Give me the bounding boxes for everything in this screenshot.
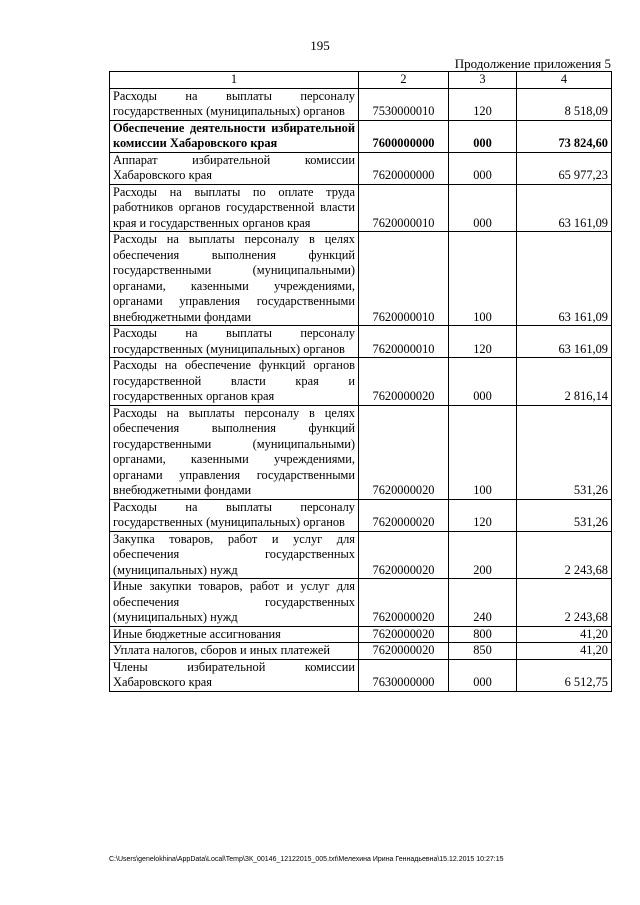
- row-code: 7530000010: [359, 88, 449, 120]
- row-name: Расходы на выплаты персоналу государственных (муниципальных) органов: [110, 499, 359, 531]
- row-code: 7620000010: [359, 232, 449, 326]
- table-row: [110, 579, 612, 627]
- page-number: 195: [310, 38, 330, 53]
- row-sum: 2 816,14: [517, 358, 612, 406]
- table-header-row: [110, 72, 612, 89]
- column-header: 1: [110, 72, 359, 89]
- table-row: [110, 659, 612, 691]
- row-expense-type: 850: [449, 643, 517, 660]
- row-expense-type: 120: [449, 88, 517, 120]
- row-code: 7620000010: [359, 326, 449, 358]
- column-header: 2: [359, 72, 449, 89]
- table-row: [110, 152, 612, 184]
- row-expense-type: 120: [449, 499, 517, 531]
- row-code: 7620000020: [359, 405, 449, 499]
- row-code: 7600000000: [359, 120, 449, 152]
- table-row: [110, 643, 612, 660]
- row-sum: 41,20: [517, 626, 612, 643]
- row-name: Расходы на выплаты персоналу в целях обеспечения выполнения функций государственными (муниципальными) органами, казенными учреждениями, органами управления государственными внебюджетными фондами: [110, 405, 359, 499]
- table-row: [110, 88, 612, 120]
- row-sum: 41,20: [517, 643, 612, 660]
- row-code: 7620000020: [359, 531, 449, 579]
- row-expense-type: 000: [449, 184, 517, 232]
- table-row: [110, 358, 612, 406]
- row-name: Иные бюджетные ассигнования: [110, 626, 359, 643]
- row-code: 7620000010: [359, 184, 449, 232]
- row-code: 7620000020: [359, 626, 449, 643]
- row-expense-type: 120: [449, 326, 517, 358]
- row-sum: 531,26: [517, 499, 612, 531]
- row-expense-type: 000: [449, 358, 517, 406]
- row-sum: 73 824,60: [517, 120, 612, 152]
- row-sum: 2 243,68: [517, 531, 612, 579]
- row-sum: 8 518,09: [517, 88, 612, 120]
- row-expense-type: 100: [449, 232, 517, 326]
- row-name: Аппарат избирательной комиссии Хабаровского края: [110, 152, 359, 184]
- row-expense-type: 000: [449, 659, 517, 691]
- row-sum: 63 161,09: [517, 184, 612, 232]
- row-expense-type: 800: [449, 626, 517, 643]
- row-name: Расходы на выплаты по оплате труда работников органов государственной власти края и государственных органов края: [110, 184, 359, 232]
- row-name: Расходы на выплаты персоналу государственных (муниципальных) органов: [110, 326, 359, 358]
- table-row: [110, 232, 612, 326]
- row-code: 7620000020: [359, 499, 449, 531]
- row-name: Расходы на выплаты персоналу в целях обеспечения выполнения функций государственными (муниципальными) органами, казенными учреждениями, органами управления государственными внебюджетными фондами: [110, 232, 359, 326]
- row-sum: 65 977,23: [517, 152, 612, 184]
- row-expense-type: 240: [449, 579, 517, 627]
- row-sum: 2 243,68: [517, 579, 612, 627]
- row-name: Обеспечение деятельности избирательной комиссии Хабаровского края: [110, 120, 359, 152]
- column-header: 3: [449, 72, 517, 89]
- row-code: 7630000000: [359, 659, 449, 691]
- table-row: [110, 184, 612, 232]
- row-sum: 63 161,09: [517, 232, 612, 326]
- row-name: Закупка товаров, работ и услуг для обеспечения государственных (муниципальных) нужд: [110, 531, 359, 579]
- row-expense-type: 200: [449, 531, 517, 579]
- row-name: Члены избирательной комиссии Хабаровского края: [110, 659, 359, 691]
- table-row: [110, 405, 612, 499]
- row-name: Расходы на выплаты персоналу государственных (муниципальных) органов: [110, 88, 359, 120]
- table-row: [110, 499, 612, 531]
- row-sum: 63 161,09: [517, 326, 612, 358]
- row-name: Расходы на обеспечение функций органов государственной власти края и государственных органов края: [110, 358, 359, 406]
- row-expense-type: 100: [449, 405, 517, 499]
- row-sum: 6 512,75: [517, 659, 612, 691]
- table-row: [110, 626, 612, 643]
- column-header: 4: [517, 72, 612, 89]
- row-name: Иные закупки товаров, работ и услуг для обеспечения государственных (муниципальных) нужд: [110, 579, 359, 627]
- row-code: 7620000020: [359, 358, 449, 406]
- row-code: 7620000020: [359, 579, 449, 627]
- continuation-caption: Продолжение приложения 5: [454, 56, 611, 71]
- file-path-footer: C:\Users\genelokhina\AppData\Local\Temp\ЗК_00146_12122015_005.txt\Мелехина Ирина Геннадьевна\15.12.2015 10:27:15: [109, 856, 504, 863]
- table-row: [110, 531, 612, 579]
- row-code: 7620000000: [359, 152, 449, 184]
- table-row: [110, 120, 612, 152]
- row-expense-type: 000: [449, 152, 517, 184]
- row-name: Уплата налогов, сборов и иных платежей: [110, 643, 359, 660]
- row-sum: 531,26: [517, 405, 612, 499]
- row-expense-type: 000: [449, 120, 517, 152]
- budget-table: [109, 71, 612, 692]
- row-code: 7620000020: [359, 643, 449, 660]
- table-row: [110, 326, 612, 358]
